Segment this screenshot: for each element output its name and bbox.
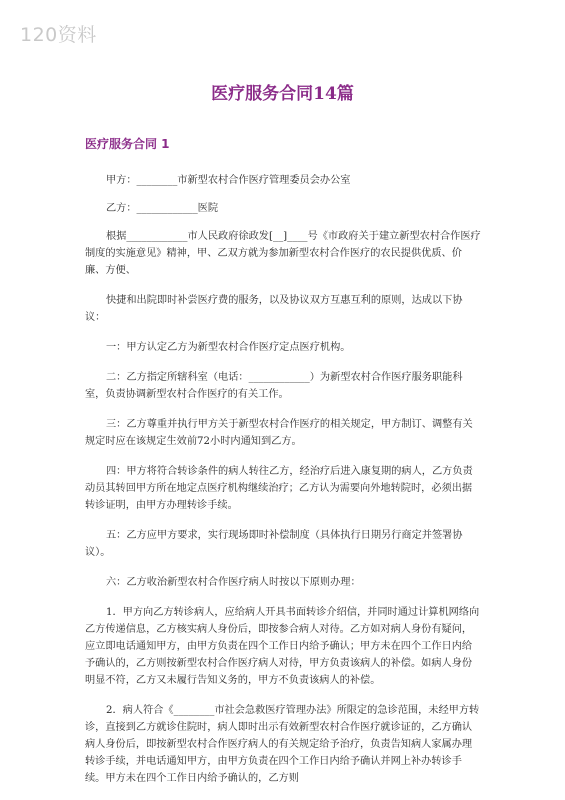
paragraph-clause-6-1: 1．甲方向乙方转诊病人，应给病人开具书面转诊介绍信，并同时通过计算机网络向乙方传递信息，乙方核实病人身份后，即按参合病人对待。乙方如对病人身份有疑问，应立即电话通知甲方，由甲方负责在四个工作日内给予确认；甲方未在四个工作日内给予确认的，乙方则按新型农村合作医疗病人对待，甲方负责该病人的补偿。如病人身份明显不符，乙方又未履行告知义务的，甲方不负责该病人的补偿。	[85, 607, 480, 686]
page-title: 医疗服务合同14篇	[211, 84, 354, 104]
section-title: 医疗服务合同 1	[85, 137, 170, 151]
paragraph-clause-1: 一：甲方认定乙方为新型农村合作医疗定点医疗机构。	[106, 342, 351, 353]
watermark: 120资料	[20, 24, 97, 46]
paragraph-clause-6: 六：乙方收治新型农村合作医疗病人时按以下原则办理：	[106, 577, 361, 588]
paragraph-party-b: 乙方：____________医院	[106, 203, 219, 214]
paragraph-clause-4: 四：甲方将符合转诊条件的病人转往乙方，经治疗后进入康复期的病人，乙方负责动员其转回甲方所在地定点医疗机构继续治疗；乙方认为需要向外地转院时，必须出据转诊证明，由甲方办理转诊手续。	[85, 466, 473, 511]
paragraph-party-a: 甲方：________市新型农村合作医疗管理委员会办公室	[106, 175, 351, 186]
paragraph-clause-5: 五：乙方应甲方要求，实行现场即时补偿制度（具体执行日期另行商定并签署协议）。	[85, 530, 463, 558]
paragraph-clause-2: 二：乙方指定所辖科室（电话：____________）为新型农村合作医疗服务职能科室，负责协调新型农村合作医疗的有关工作。	[85, 372, 463, 400]
paragraph-principle: 快捷和出院即时补尝医疗费的服务，以及协议双方互惠互利的原则，达成以下协议：	[85, 295, 463, 323]
paragraph-clause-6-2: 2．病人符合《________市社会急救医疗管理办法》所限定的急诊范围，未经甲方转诊，直接到乙方就诊住院时，病人即时出示有效新型农村合作医疗就诊证的，乙方确认病人身份后，即按新型农村合作医疗病人的有关规定给予治疗，负责告知病人家属办理转诊手续，并电话通知甲方，由甲方负责在四个工作日内给予确认并网上补办转诊手续。甲方未在四个工作日内给予确认的，乙方则	[85, 705, 480, 784]
document-body	[85, 167, 481, 787]
paragraph-basis: 根据____________市人民政府徐政发[__]____号《市政府关于建立新型农村合作医疗制度的实施意见》精神，甲、乙双方就为参加新型农村合作医疗的农民提供优质、价廉、方便、	[85, 231, 481, 276]
paragraph-clause-3: 三：乙方尊重并执行甲方关于新型农村合作医疗的相关规定，甲方制订、调整有关规定时应在该规定生效前72小时内通知到乙方。	[85, 419, 473, 447]
